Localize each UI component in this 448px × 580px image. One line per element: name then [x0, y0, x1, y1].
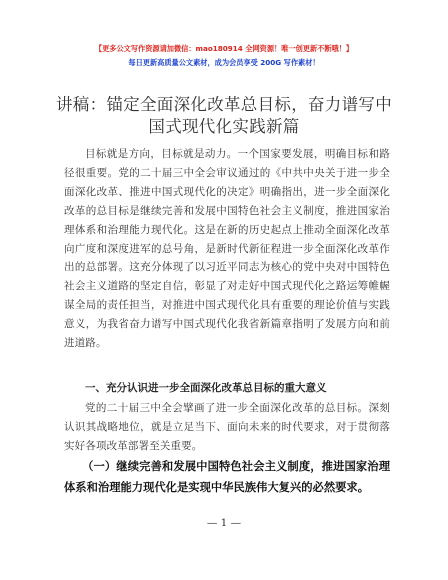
promo-banner-line-2: 每日更新高质量公文素材，成为会员享受 200G 写作素材！: [128, 58, 320, 67]
body-paragraph-1: [64, 145, 390, 353]
promo-banner-line-1: 【更多公文写作资源请加微信：mao180914 全网资源！唯一创更新不断哦！】: [94, 44, 354, 53]
paragraph-text: 党的二十届三中全会擘画了进一步全面深化改革的总目标。深刻认识其战略地位，就是立足当下、面向未来的时代要求，对于贯彻落实好各项改革部署至关重要。: [64, 402, 390, 452]
paragraph-text: 目标就是方向，目标就是动力。一个国家要发展，明确目标和路径很重要。党的二十届三中全会审议通过的《中共中央关于进一步全面深化改革、推进中国式现代化的决定》明确指出，进一步全面深化改革的总目标是继续完善和发展中国特色社会主义制度，推进国家治理体系和治理能力现代化。这是在新的历史起点上推动全面深化改革向广度和深度进军的总号角，是新时代新征程进一步全面深化改革作出的总部署。这充分体现了以习近平同志为核心的党中央对中国特色社会主义道路的坚定自信，彰显了对走好中国式现代化之路运筹帷幄谋全局的责任担当，对推进中国式现代化具有重要的理论价值与实践意义，为我省奋力谱写中国式现代化我省新篇章指明了发展方向和前进道路。: [64, 148, 390, 350]
section-heading-1: 一、充分认识进一步全面深化改革总目标的重大意义: [85, 382, 327, 394]
body-paragraph-2: [64, 399, 390, 456]
document-title-line-2: 国式现代化实践新篇: [148, 117, 300, 136]
page-number: — 1 —: [206, 517, 242, 529]
subheading-text: （一）继续完善和发展中国特色社会主义制度，推进国家治理体系和治理能力现代化是实现中华民族伟大复兴的必然要求。: [64, 459, 390, 494]
subheading-1: [64, 456, 390, 498]
document-title-line-1: 讲稿：锚定全面深化改革总目标，奋力谱写中: [56, 95, 392, 114]
